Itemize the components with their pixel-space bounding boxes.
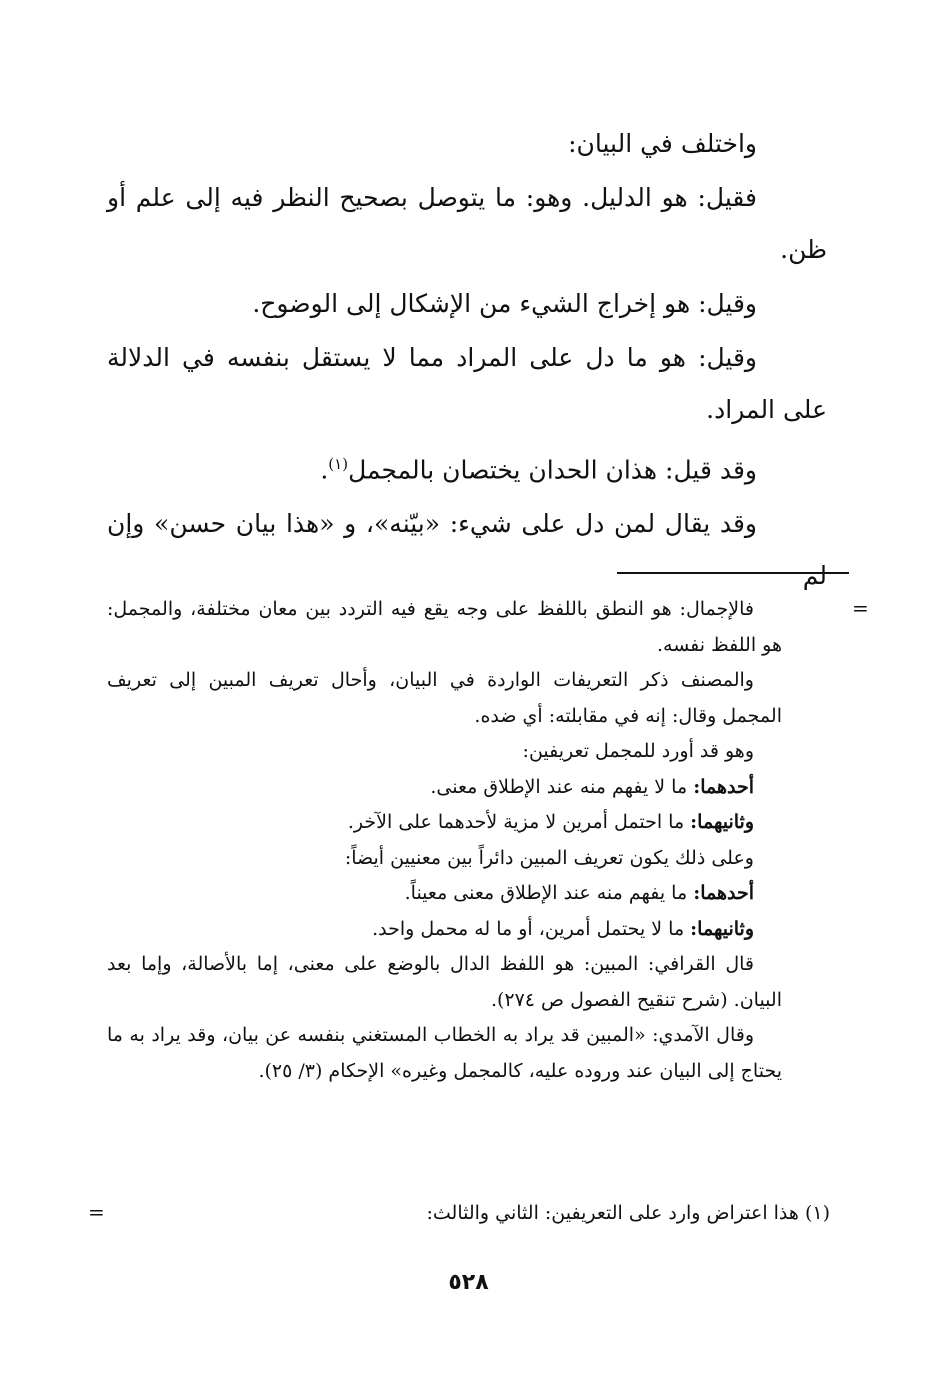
continuation-mark-top: =	[852, 596, 869, 620]
footnote-para-1: فالإجمال: هو النطق باللفظ على وجه يقع فيه التردد بين معان مختلفة، والمجمل: هو اللفظ نفسه.	[107, 598, 782, 656]
main-line-1: واختلف في البيان:	[568, 129, 757, 158]
main-line-2: فقيل: هو الدليل. وهو: ما يتوصل بصحيح النظر فيه إلى علم أو ظن.	[107, 183, 827, 264]
main-text	[107, 118, 827, 602]
footnote-para-2: والمصنف ذكر التعريفات الواردة في البيان، وأحال تعريف المبين إلى تعريف المجمل وقال: إنه في مقابلته: أي ضده.	[107, 669, 782, 727]
main-line-4: وقيل: هو ما دل على المراد مما لا يستقل بنفسه في الدلالة على المراد.	[107, 343, 827, 424]
main-line-6: وقد يقال لمن دل على شيء: «بيّنه»، و «هذا بيان حسن» وإن لم	[107, 509, 827, 591]
footnote-para-7	[107, 876, 782, 912]
footnote-text: ما لا يحتمل أمرين، أو ما له محمل واحد.	[372, 917, 691, 940]
footnote-term: أحدهما:	[693, 775, 754, 798]
footnote-text: ما احتمل أمرين لا مزية لأحدهما على الآخر.	[347, 811, 691, 833]
footnote-1: (١) هذا اعتراض وارد على التعريفين: الثاني والثالث:	[426, 1202, 830, 1224]
footnotes-block	[107, 592, 782, 1089]
footnote-para-6: وعلى ذلك يكون تعريف المبين دائراً بين معنيين أيضاً:	[344, 846, 754, 869]
page-number: ٥٢٨	[448, 1270, 489, 1295]
footnote-term: وثانيهما:	[690, 811, 754, 833]
footnote-para-10: وقال الآمدي: «المبين قد يراد به الخطاب المستغني بنفسه عن بيان، وقد يراد به ما يحتاج إلى البيان عند وروده عليه، كالمجمل وغيره» الإحكام (٣/ ٢٥).	[107, 1024, 782, 1082]
footnote-separator	[617, 572, 849, 574]
footnote-para-9: قال القرافي: المبين: هو اللفظ الدال بالوضع على معنى، إما بالأصالة، وإما بعد البيان. (شرح تنقيح الفصول ص ٢٧٤).	[107, 953, 782, 1011]
footnote-term: وثانيهما:	[690, 917, 754, 940]
footnote-para-5	[107, 805, 782, 841]
main-line-3: وقيل: هو إخراج الشيء من الإشكال إلى الوضوح.	[252, 289, 757, 318]
footnote-ref-1[interactable]: (١)	[328, 455, 349, 473]
main-line-5-text: وقد قيل: هذان الحدان يختصان بالمجمل	[348, 455, 757, 485]
main-line-5	[107, 438, 827, 496]
footnote-para-8	[107, 912, 782, 948]
footnote-text: ما يفهم منه عند الإطلاق معنى معيناً.	[404, 882, 694, 904]
main-line-5-end: .	[320, 455, 329, 485]
footnote-term: أحدهما:	[693, 882, 754, 904]
footnote-para-4	[107, 770, 782, 806]
footnote-text: ما لا يفهم منه عند الإطلاق معنى.	[430, 775, 694, 798]
continuation-mark-bottom: =	[88, 1200, 105, 1224]
footnote-para-3: وهو قد أورد للمجمل تعريفين:	[522, 740, 754, 762]
